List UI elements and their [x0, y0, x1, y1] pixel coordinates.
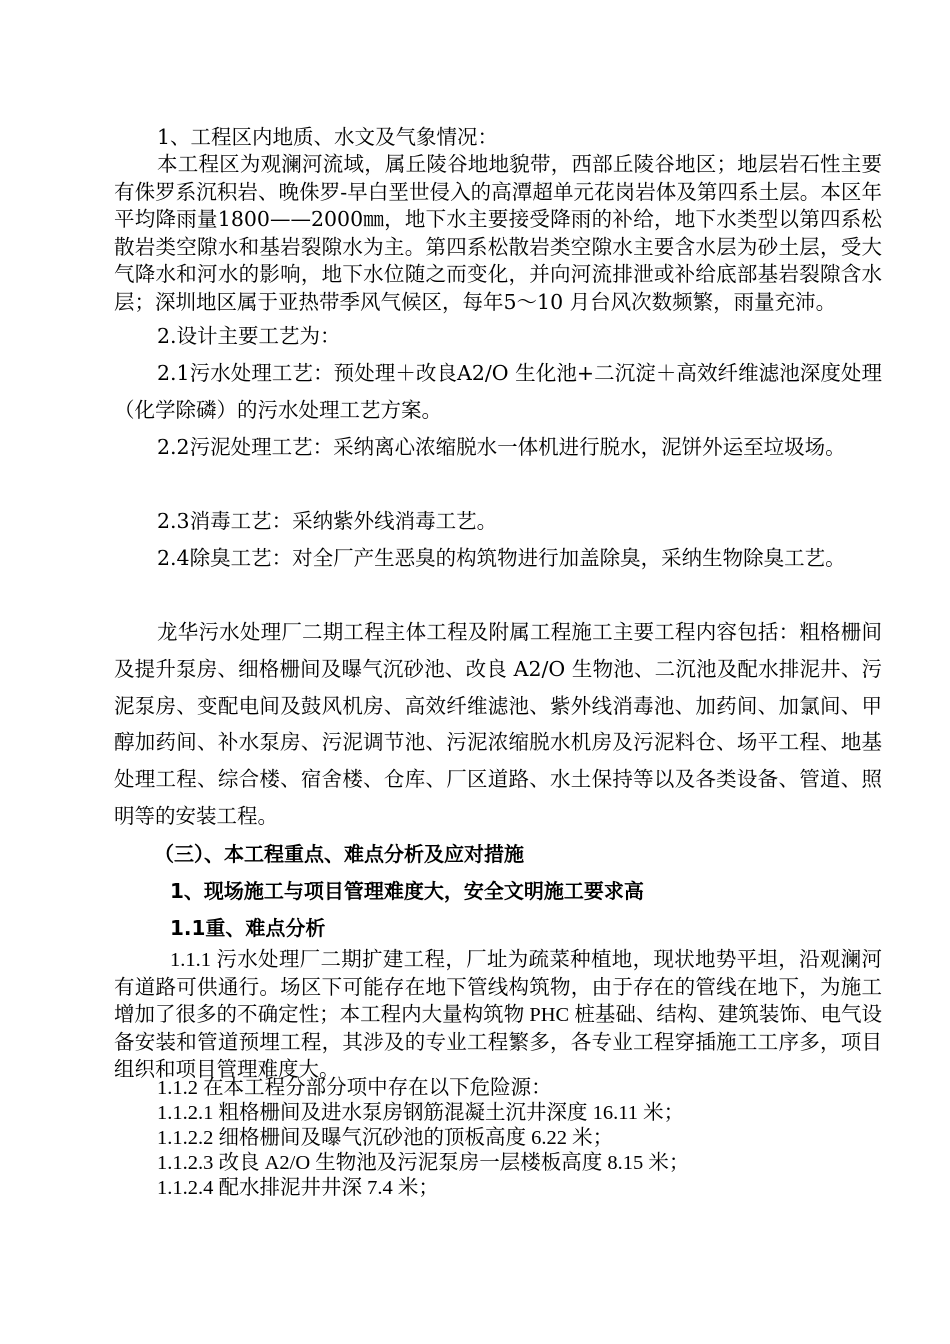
process-item-2-4: 2.4除臭工艺：对全厂产生恶臭的构筑物进行加盖除臭，采纳生物除臭工艺。: [157, 546, 846, 570]
section3-heading: （三）、本工程重点、难点分析及应对措施: [154, 842, 524, 866]
process-item-2-3: 2.3消毒工艺：采纳紫外线消毒工艺。: [157, 509, 498, 533]
process-item-2-1: 2.1污水处理工艺：预处理＋改良A2/O 生化池+二沉淀＋高效纤维滤池深度处理（化学除磷）的污水处理工艺方案。: [114, 361, 882, 422]
section1-heading: 1、工程区内地质、水文及气象情况：: [157, 125, 499, 149]
section1-body: 本工程区为观澜河流域，属丘陵谷地地貌带，西部丘陵谷地区；地层岩石性主要有侏罗系沉积岩、晚侏罗-早白垩世侵入的高潭超单元花岗岩体及第四系土层。本区年平均降雨量1800——2000㎜，地下水主要接受降雨的补给，地下水类型以第四系松散岩类空隙水和基岩裂隙水为主。第四系松散岩类空隙水主要含水层为砂土层，受大气降水和河水的影响，地下水位随之而变化，并向河流排泄或补给底部基岩裂隙含水层；深圳地区属于亚热带季风气候区，每年5～10 月台风次数频繁，雨量充沛。: [114, 152, 882, 314]
section3-sub-heading: 1、现场施工与项目管理难度大，安全文明施工要求高: [170, 879, 644, 903]
paragraph-1-1-2: 1.1.2 在本工程分部分项中存在以下危险源：: [157, 1077, 552, 1099]
hazard-item-2: 1.1.2.2 细格栅间及曝气沉砂池的顶板高度 6.22 米；: [157, 1127, 614, 1149]
section3-sub-sub-heading: 1.1重、难点分析: [170, 916, 326, 940]
hazard-item-4: 1.1.2.4 配水排泥井井深 7.4 米；: [157, 1177, 439, 1199]
hazard-item-1: 1.1.2.1 粗格栅间及进水泵房钢筋混凝土沉井深度 16.11 米；: [157, 1102, 685, 1124]
paragraph-1-1-1: 1.1.1 污水处理厂二期扩建工程，厂址为疏菜种植地，现状地势平坦，沿观澜河有道路可供通行。场区下可能存在地下管线构筑物，由于存在的管线在地下，为施工增加了很多的不确定性；本工程内大量构筑物 PHC 桩基础、结构、建筑装饰、电气设备安装和管道预埋工程，其涉及的专业工程繁多，各专业工程穿插施工工序多，项目组织和项目管理难度大。: [114, 949, 882, 1081]
section2-heading: 2.设计主要工艺为：: [157, 324, 341, 348]
hazard-item-3: 1.1.2.3 改良 A2/O 生物池及污泥泵房一层楼板高度 8.15 米；: [157, 1152, 690, 1174]
scope-paragraph: 龙华污水处理厂二期工程主体工程及附属工程施工主要工程内容包括：粗格栅间及提升泵房、细格栅间及曝气沉砂池、改良 A2/O 生物池、二沉池及配水排泥井、污泥泵房、变配电间及鼓风机房、高效纤维滤池、紫外线消毒池、加药间、加氯间、甲醇加药间、补水泵房、污泥调节池、污泥浓缩脱水机房及污泥料仓、场平工程、地基处理工程、综合楼、宿舍楼、仓库、厂区道路、水土保持等以及各类设备、管道、照明等的安装工程。: [114, 620, 882, 828]
process-item-2-2: 2.2污泥处理工艺：采纳离心浓缩脱水一体机进行脱水，泥饼外运至垃圾场。: [157, 435, 846, 459]
